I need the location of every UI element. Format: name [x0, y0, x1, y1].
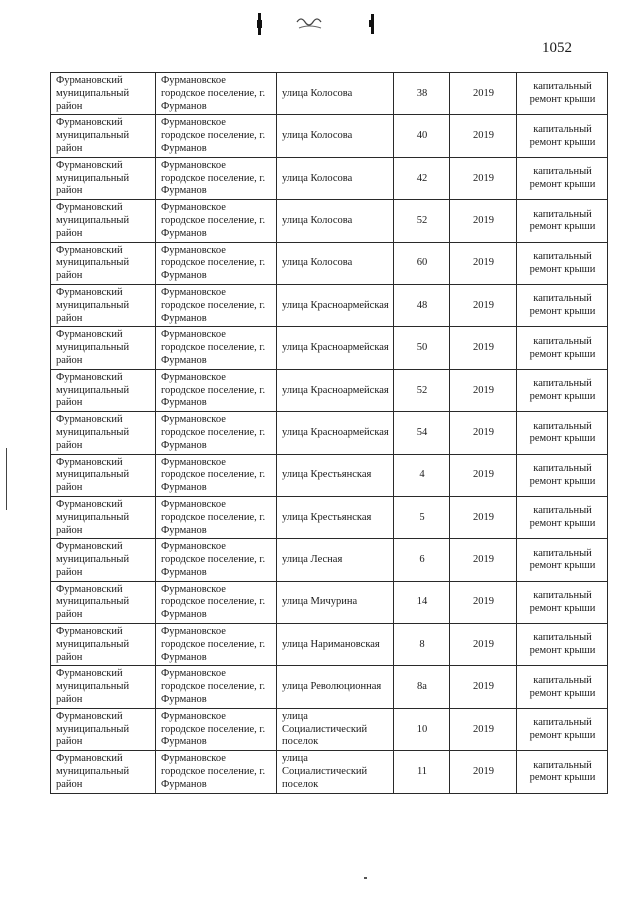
street-cell: улица Крестьянская: [277, 496, 394, 538]
settlement-cell: Фурмановское городское поселение, г. Фурманов: [156, 157, 277, 199]
work-type-cell: капитальный ремонт крыши: [517, 412, 608, 454]
year-cell: 2019: [450, 454, 517, 496]
district-cell: Фурмановский муниципальный район: [51, 369, 156, 411]
settlement-cell: Фурмановское городское поселение, г. Фурманов: [156, 581, 277, 623]
settlement-cell: Фурмановское городское поселение, г. Фурманов: [156, 200, 277, 242]
work-type-cell: капитальный ремонт крыши: [517, 284, 608, 326]
table-row: [51, 242, 608, 284]
house-number-cell: 52: [394, 200, 450, 242]
house-number-cell: 6: [394, 539, 450, 581]
year-cell: 2019: [450, 115, 517, 157]
house-number-cell: 52: [394, 369, 450, 411]
settlement-cell: Фурмановское городское поселение, г. Фурманов: [156, 454, 277, 496]
street-cell: улица Красноармейская: [277, 327, 394, 369]
scan-margin-line: [6, 448, 7, 510]
district-cell: Фурмановский муниципальный район: [51, 157, 156, 199]
street-cell: улица Красноармейская: [277, 284, 394, 326]
settlement-cell: Фурмановское городское поселение, г. Фурманов: [156, 666, 277, 708]
settlement-cell: Фурмановское городское поселение, г. Фурманов: [156, 539, 277, 581]
table-row: [51, 751, 608, 793]
street-cell: улица Социалистический поселок: [277, 708, 394, 750]
house-number-cell: 38: [394, 73, 450, 115]
table-row: [51, 539, 608, 581]
street-cell: улица Колосова: [277, 200, 394, 242]
table-row: [51, 157, 608, 199]
street-cell: улица Крестьянская: [277, 454, 394, 496]
house-number-cell: 8: [394, 624, 450, 666]
year-cell: 2019: [450, 242, 517, 284]
work-type-cell: капитальный ремонт крыши: [517, 708, 608, 750]
street-cell: улица Революционная: [277, 666, 394, 708]
table-row: [51, 454, 608, 496]
year-cell: 2019: [450, 369, 517, 411]
street-cell: улица Лесная: [277, 539, 394, 581]
street-cell: улица Колосова: [277, 242, 394, 284]
house-number-cell: 60: [394, 242, 450, 284]
street-cell: улица Красноармейская: [277, 412, 394, 454]
work-type-cell: капитальный ремонт крыши: [517, 369, 608, 411]
settlement-cell: Фурмановское городское поселение, г. Фурманов: [156, 73, 277, 115]
year-cell: 2019: [450, 412, 517, 454]
table-row: [51, 496, 608, 538]
house-number-cell: 10: [394, 708, 450, 750]
street-cell: улица Социалистический поселок: [277, 751, 394, 793]
year-cell: 2019: [450, 624, 517, 666]
house-number-cell: 48: [394, 284, 450, 326]
district-cell: Фурмановский муниципальный район: [51, 73, 156, 115]
year-cell: 2019: [450, 73, 517, 115]
district-cell: Фурмановский муниципальный район: [51, 624, 156, 666]
street-cell: улица Колосова: [277, 157, 394, 199]
work-type-cell: капитальный ремонт крыши: [517, 496, 608, 538]
district-cell: Фурмановский муниципальный район: [51, 327, 156, 369]
year-cell: 2019: [450, 751, 517, 793]
table-row: [51, 115, 608, 157]
year-cell: 2019: [450, 327, 517, 369]
year-cell: 2019: [450, 581, 517, 623]
work-type-cell: капитальный ремонт крыши: [517, 454, 608, 496]
year-cell: 2019: [450, 708, 517, 750]
district-cell: Фурмановский муниципальный район: [51, 242, 156, 284]
work-type-cell: капитальный ремонт крыши: [517, 73, 608, 115]
street-cell: улица Колосова: [277, 115, 394, 157]
settlement-cell: Фурмановское городское поселение, г. Фурманов: [156, 751, 277, 793]
document-table: [50, 72, 608, 794]
settlement-cell: Фурмановское городское поселение, г. Фурманов: [156, 242, 277, 284]
district-cell: Фурмановский муниципальный район: [51, 751, 156, 793]
document-table-wrapper: [50, 72, 607, 794]
house-number-cell: 14: [394, 581, 450, 623]
table-row: [51, 327, 608, 369]
district-cell: Фурмановский муниципальный район: [51, 708, 156, 750]
table-row: [51, 412, 608, 454]
district-cell: Фурмановский муниципальный район: [51, 539, 156, 581]
work-type-cell: капитальный ремонт крыши: [517, 751, 608, 793]
table-row: [51, 624, 608, 666]
district-cell: Фурмановский муниципальный район: [51, 581, 156, 623]
work-type-cell: капитальный ремонт крыши: [517, 115, 608, 157]
table-row: [51, 666, 608, 708]
street-cell: улица Наримановская: [277, 624, 394, 666]
settlement-cell: Фурмановское городское поселение, г. Фурманов: [156, 115, 277, 157]
district-cell: Фурмановский муниципальный район: [51, 666, 156, 708]
house-number-cell: 40: [394, 115, 450, 157]
house-number-cell: 54: [394, 412, 450, 454]
work-type-cell: капитальный ремонт крыши: [517, 327, 608, 369]
settlement-cell: Фурмановское городское поселение, г. Фурманов: [156, 496, 277, 538]
settlement-cell: Фурмановское городское поселение, г. Фурманов: [156, 327, 277, 369]
page-number: 1052: [542, 40, 572, 56]
year-cell: 2019: [450, 666, 517, 708]
work-type-cell: капитальный ремонт крыши: [517, 666, 608, 708]
table-row: [51, 200, 608, 242]
district-cell: Фурмановский муниципальный район: [51, 284, 156, 326]
settlement-cell: Фурмановское городское поселение, г. Фурманов: [156, 369, 277, 411]
table-row: [51, 73, 608, 115]
settlement-cell: Фурмановское городское поселение, г. Фурманов: [156, 624, 277, 666]
table-row: [51, 369, 608, 411]
house-number-cell: 8а: [394, 666, 450, 708]
district-cell: Фурмановский муниципальный район: [51, 454, 156, 496]
work-type-cell: капитальный ремонт крыши: [517, 581, 608, 623]
house-number-cell: 4: [394, 454, 450, 496]
house-number-cell: 50: [394, 327, 450, 369]
year-cell: 2019: [450, 284, 517, 326]
work-type-cell: капитальный ремонт крыши: [517, 539, 608, 581]
district-cell: Фурмановский муниципальный район: [51, 200, 156, 242]
settlement-cell: Фурмановское городское поселение, г. Фурманов: [156, 284, 277, 326]
house-number-cell: 11: [394, 751, 450, 793]
street-cell: улица Красноармейская: [277, 369, 394, 411]
settlement-cell: Фурмановское городское поселение, г. Фурманов: [156, 412, 277, 454]
street-cell: улица Колосова: [277, 73, 394, 115]
house-number-cell: 5: [394, 496, 450, 538]
district-cell: Фурмановский муниципальный район: [51, 412, 156, 454]
house-number-cell: 42: [394, 157, 450, 199]
table-row: [51, 708, 608, 750]
year-cell: 2019: [450, 496, 517, 538]
street-cell: улица Мичурина: [277, 581, 394, 623]
work-type-cell: капитальный ремонт крыши: [517, 200, 608, 242]
table-row: [51, 284, 608, 326]
year-cell: 2019: [450, 200, 517, 242]
table-row: [51, 581, 608, 623]
work-type-cell: капитальный ремонт крыши: [517, 157, 608, 199]
scan-speck: [364, 877, 367, 879]
year-cell: 2019: [450, 539, 517, 581]
work-type-cell: капитальный ремонт крыши: [517, 242, 608, 284]
district-cell: Фурмановский муниципальный район: [51, 115, 156, 157]
settlement-cell: Фурмановское городское поселение, г. Фурманов: [156, 708, 277, 750]
work-type-cell: капитальный ремонт крыши: [517, 624, 608, 666]
scan-header-mark: [255, 8, 385, 38]
year-cell: 2019: [450, 157, 517, 199]
district-cell: Фурмановский муниципальный район: [51, 496, 156, 538]
